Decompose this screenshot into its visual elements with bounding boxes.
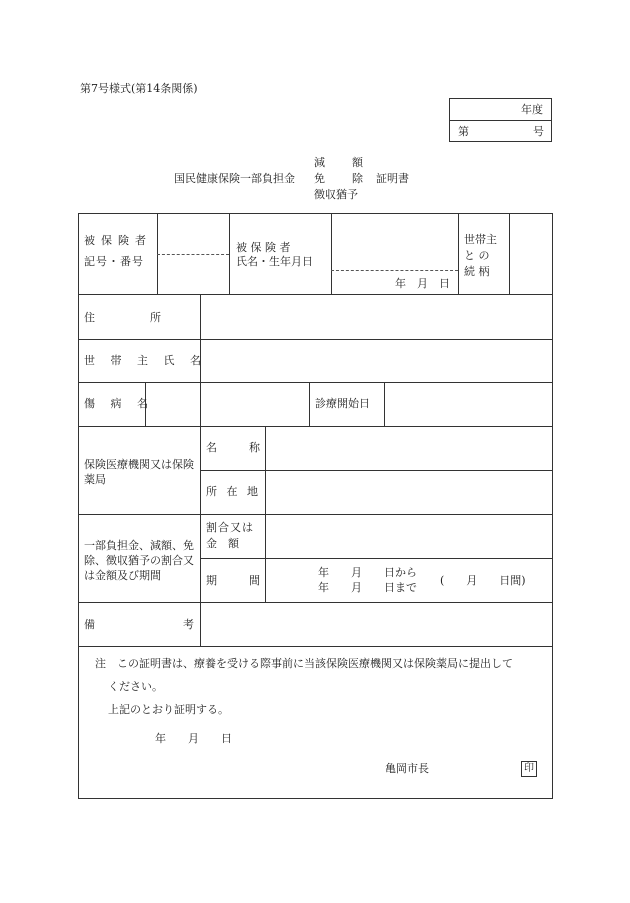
col-line	[200, 426, 201, 646]
title-exempt-2: 除	[352, 172, 363, 185]
title-exempt: 免	[314, 172, 325, 185]
period-to: 年 月 日まで	[318, 581, 417, 594]
period-total: ( 月 日間)	[440, 574, 526, 587]
col-line	[229, 213, 230, 294]
row-line	[78, 646, 553, 647]
name-birth-divider	[331, 270, 458, 271]
col-line	[458, 213, 459, 294]
remarks-label-1: 備	[84, 618, 95, 631]
disease-label: 傷 病 名	[84, 397, 154, 410]
row-line	[78, 426, 553, 427]
householder-label: 世 帯 主 氏 名	[84, 354, 207, 367]
col-line	[384, 382, 385, 426]
issuer-name: 亀岡市長	[385, 762, 429, 775]
institution-label: 保険医療機関又は保険薬局	[84, 458, 194, 486]
fiscal-year-label: 年度	[521, 103, 543, 116]
ratio-label-2: 金 額	[206, 537, 239, 550]
relation-label-line2: と の	[464, 249, 490, 262]
insured-label-line2: 記号・番号	[84, 255, 144, 268]
ratio-label-1: 割合又は	[206, 521, 254, 534]
address-label: 住 所	[84, 311, 161, 324]
row-line	[200, 470, 553, 471]
col-line	[265, 426, 266, 602]
title-defer: 徴収猶予	[314, 188, 358, 201]
col-line	[331, 213, 332, 294]
col-line	[509, 213, 510, 294]
period-from: 年 月 日から	[318, 566, 417, 579]
certify-date: 年 月 日	[155, 732, 232, 745]
birth-date-placeholder: 年 月 日	[395, 277, 450, 290]
name-label-line2: 氏名・生年月日	[236, 255, 313, 268]
title-suffix: 証明書	[376, 172, 409, 185]
relation-label-line1: 世帯主	[464, 233, 497, 246]
title-reduce: 減	[314, 156, 325, 169]
title-prefix: 国民健康保険一部負担金	[174, 172, 295, 185]
certify-statement: 上記のとおり証明する。	[108, 703, 229, 716]
insured-number-divider	[157, 254, 229, 255]
note-line-2: ください。	[108, 680, 163, 693]
inst-address-label: 所 在 地	[206, 485, 261, 498]
note-line-1: 注 この証明書は、療養を受ける際事前に当該保険医療機関又は保険薬局に提出して	[95, 657, 513, 670]
row-line	[200, 558, 553, 559]
number-box-divider	[449, 120, 552, 121]
row-line	[78, 382, 553, 383]
number-suffix: 号	[533, 125, 544, 138]
remarks-label-2: 考	[183, 618, 194, 631]
col-line	[309, 382, 310, 426]
seal-icon: 印	[521, 761, 537, 777]
form-id: 第7号様式(第14条関係)	[80, 82, 198, 95]
row-line	[78, 339, 553, 340]
start-date-label: 診療開始日	[315, 397, 370, 410]
number-prefix: 第	[458, 125, 469, 138]
period-label-2: 間	[249, 574, 260, 587]
row-line	[78, 294, 553, 295]
row-line	[78, 514, 553, 515]
relation-label-line3: 続 柄	[464, 265, 490, 278]
name-label-line1: 被 保 険 者	[236, 241, 291, 254]
period-label-1: 期	[206, 574, 217, 587]
partial-amount-label: 一部負担金、減額、免除、徴収猶予の割合又は金額及び期間	[84, 539, 194, 582]
inst-name-label-1: 名	[206, 441, 217, 454]
title-reduce-2: 額	[352, 156, 363, 169]
insured-label-line1: 被保険者	[84, 234, 152, 247]
inst-name-label-2: 称	[249, 441, 260, 454]
row-line	[78, 602, 553, 603]
